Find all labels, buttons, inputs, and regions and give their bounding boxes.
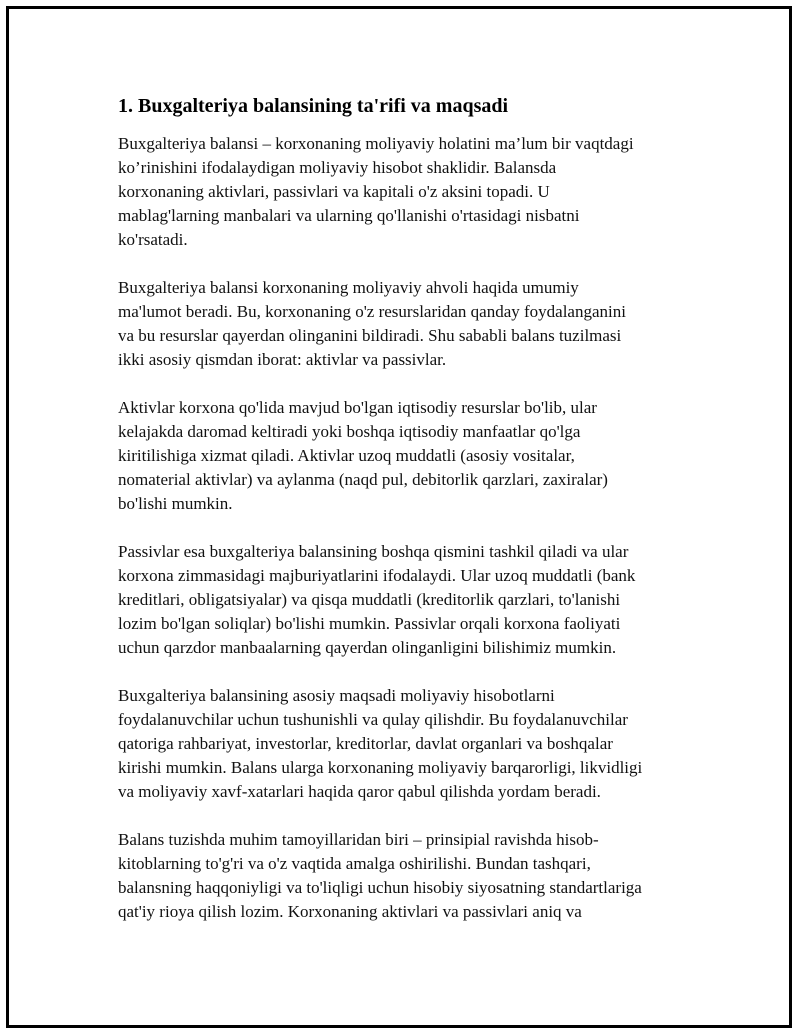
text-line: korxona zimmasidagi majburiyatlarini ifodalaydi. Ular uzoq muddatli (bank xyxy=(118,566,636,585)
text-line: Balans tuzishda muhim tamoyillaridan biri – prinsipial ravishda hisob- xyxy=(118,830,599,849)
text-line: ikki asosiy qismdan iborat: aktivlar va passivlar. xyxy=(118,350,447,369)
text-line: kiritilishiga xizmat qiladi. Aktivlar uzoq muddatli (asosiy vositalar, xyxy=(118,446,575,465)
paragraph-liabilities xyxy=(118,540,698,660)
text-line: mablag'larning manbalari va ularning qo'llanishi o'rtasidagi nisbatni xyxy=(118,206,580,225)
text-line: uchun qarzdor manbaalarning qayerdan olinganligini bilishimiz mumkin. xyxy=(118,638,617,657)
document-body xyxy=(118,92,698,948)
text-line: kreditlari, obligatsiyalar) va qisqa muddatli (kreditorlik qarzlari, to'lanishi xyxy=(118,590,621,609)
text-line: balansning haqqoniyligi va to'liqligi uchun hisobiy siyosatning standartlariga xyxy=(118,878,642,897)
text-line: foydalanuvchilar uchun tushunishli va qulay qilishdir. Bu foydalanuvchilar xyxy=(118,710,628,729)
text-line: kitoblarning to'g'ri va o'z vaqtida amalga oshirilishi. Bundan tashqari, xyxy=(118,854,591,873)
text-line: Buxgalteriya balansining asosiy maqsadi moliyaviy hisobotlarni xyxy=(118,686,555,705)
paragraph-balance-purpose xyxy=(118,684,698,804)
text-line: lozim bo'lgan soliqlar) bo'lishi mumkin. Passivlar orqali korxona faoliyati xyxy=(118,614,621,633)
paragraph-balance-principles xyxy=(118,828,698,924)
text-line: nomaterial aktivlar) va aylanma (naqd pul, debitorlik qarzlari, zaxiralar) xyxy=(118,470,608,489)
text-line: ma'lumot beradi. Bu, korxonaning o'z resurslaridan qanday foydalanganini xyxy=(118,302,626,321)
section-heading: 1. Buxgalteriya balansining ta'rifi va maqsadi xyxy=(118,95,509,117)
text-line: Aktivlar korxona qo'lida mavjud bo'lgan iqtisodiy resurslar bo'lib, ular xyxy=(118,398,597,417)
paragraph-assets xyxy=(118,396,698,516)
text-line: korxonaning aktivlari, passivlari va kapitali o'z aksini topadi. U xyxy=(118,182,550,201)
text-line: va moliyaviy xavf-xatarlari haqida qaror qabul qilishda yordam beradi. xyxy=(118,782,601,801)
text-line: Buxgalteriya balansi korxonaning moliyaviy ahvoli haqida umumiy xyxy=(118,278,579,297)
text-line: bo'lishi mumkin. xyxy=(118,494,233,513)
text-line: kirishi mumkin. Balans ularga korxonaning moliyaviy barqarorligi, likvidligi xyxy=(118,758,643,777)
text-line: va bu resurslar qayerdan olinganini bildiradi. Shu sababli balans tuzilmasi xyxy=(118,326,622,345)
paragraph-balance-overview xyxy=(118,276,698,372)
text-line: qatoriga rahbariyat, investorlar, kreditorlar, davlat organlari va boshqalar xyxy=(118,734,613,753)
text-line: qat'iy rioya qilish lozim. Korxonaning aktivlari va passivlari aniq va xyxy=(118,902,582,921)
paragraph-balance-definition xyxy=(118,132,698,252)
text-line: ko'rsatadi. xyxy=(118,230,188,249)
text-line: Buxgalteriya balansi – korxonaning moliyaviy holatini ma’lum bir vaqtdagi xyxy=(118,134,634,153)
text-line: Passivlar esa buxgalteriya balansining boshqa qismini tashkil qiladi va ular xyxy=(118,542,629,561)
text-line: ko’rinishini ifodalaydigan moliyaviy hisobot shaklidir. Balansda xyxy=(118,158,557,177)
text-line: kelajakda daromad keltiradi yoki boshqa iqtisodiy manfaatlar qo'lga xyxy=(118,422,581,441)
